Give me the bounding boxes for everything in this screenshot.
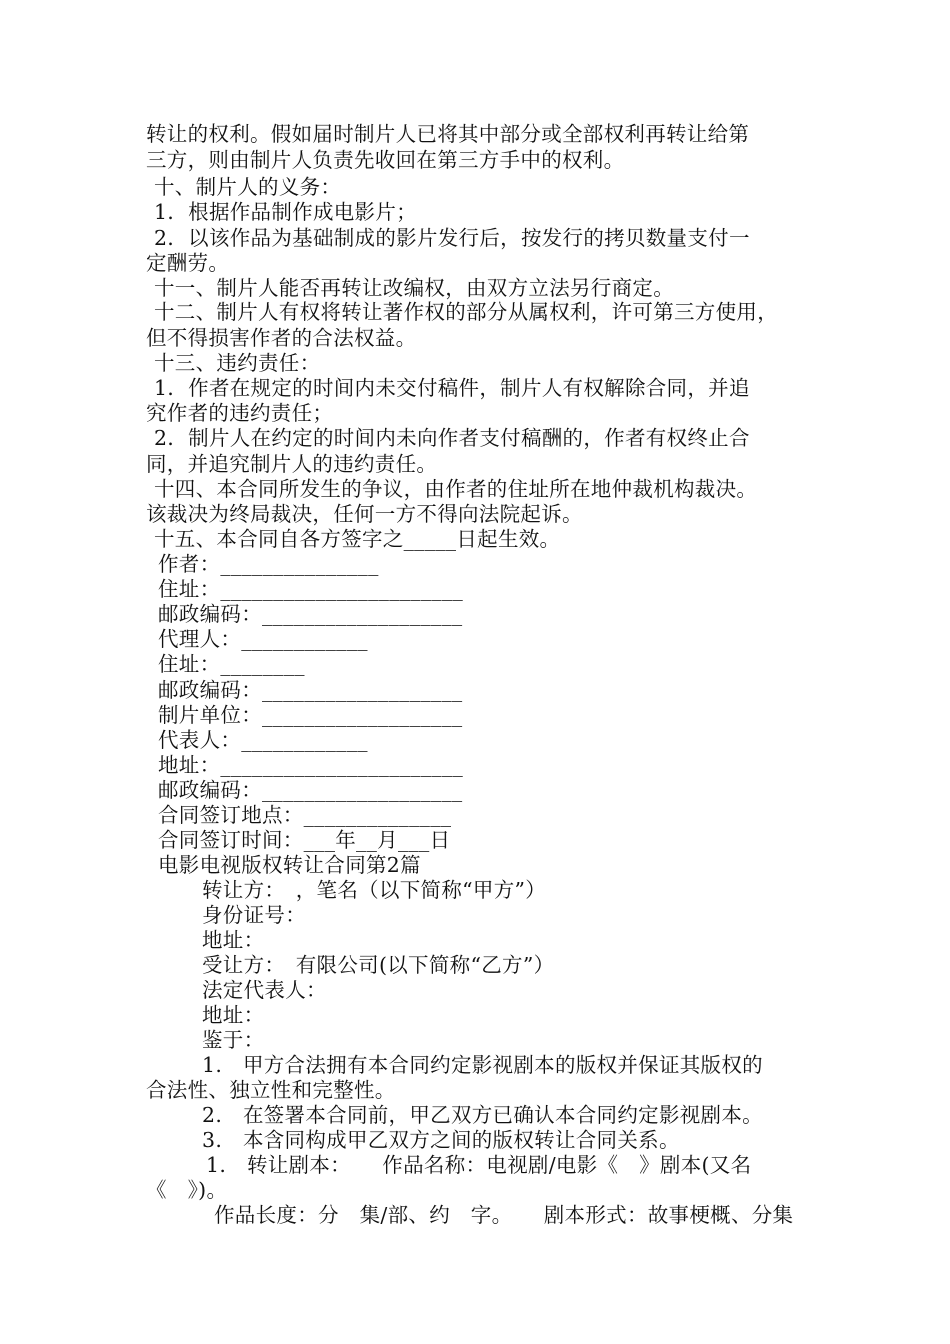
signature-field-line: 住址：_______________________ xyxy=(158,577,464,601)
text-line: 2．制片人在约定的时间内未向作者支付稿酬的，作者有权终止合 xyxy=(154,426,750,450)
text-line: 但不得损害作者的合法权益。 xyxy=(146,326,417,350)
signature-field-line: 合同签订地点：______________ xyxy=(158,803,452,827)
text-line: 2．以该作品为基础制成的影片发行后，按发行的拷贝数量支付一 xyxy=(154,226,750,250)
text-line: 2. 在签署本合同前，甲乙双方已确认本合同约定影视剧本。 xyxy=(202,1103,763,1127)
text-line: 1. 转让剧本： 作品名称：电视剧/电影《 》剧本(又名 xyxy=(206,1153,752,1177)
text-line: 法定代表人： xyxy=(202,978,327,1002)
signature-field-line: 地址：_______________________ xyxy=(158,753,464,777)
text-line: 合法性、独立性和完整性。 xyxy=(146,1078,396,1102)
text-line: 同，并追究制片人的违约责任。 xyxy=(146,452,438,476)
text-line: 1．作者在规定的时间内未交付稿件，制片人有权解除合同，并追 xyxy=(154,376,750,400)
text-line: 十二、制片人有权将转让著作权的部分从属权利，许可第三方使用， xyxy=(154,300,778,324)
text-line: 十五、本合同自各方签字之_____日起生效。 xyxy=(154,527,561,551)
text-line: 地址： xyxy=(202,928,265,952)
signature-field-line: 代表人：____________ xyxy=(158,728,368,752)
text-line: 《 》)。 xyxy=(146,1178,228,1202)
text-line: 鉴于： xyxy=(202,1028,265,1052)
signature-field-line: 邮政编码：___________________ xyxy=(158,778,463,802)
signature-field-line: 制片单位：___________________ xyxy=(158,703,463,727)
signature-field-line: 代理人：____________ xyxy=(158,627,368,651)
signature-field-line: 邮政编码：___________________ xyxy=(158,678,463,702)
text-line: 3. 本含同构成甲乙双方之间的版权转让合同关系。 xyxy=(202,1128,680,1152)
text-line: 十三、违约责任： xyxy=(154,351,321,375)
text-line: 作品长度：分 集/部、约 字。 剧本形式：故事梗概、分集 xyxy=(214,1203,794,1227)
signature-field-line: 合同签订时间：___年__月___日 xyxy=(158,828,451,852)
text-line: 该裁决为终局裁决，任何一方不得向法院起诉。 xyxy=(146,502,583,526)
text-line: 十四、本合同所发生的争议，由作者的住址所在地仲裁机构裁决。 xyxy=(154,477,758,501)
text-line: 地址： xyxy=(202,1003,265,1027)
text-line: 转让的权利。假如届时制片人已将其中部分或全部权利再转让给第 xyxy=(146,122,750,146)
text-line: 受让方： 有限公司(以下简称“乙方”） xyxy=(202,953,555,977)
text-line: 十一、制片人能否再转让改编权，由双方立法另行商定。 xyxy=(154,276,674,300)
text-line: 1. 甲方合法拥有本合同约定影视剧本的版权并保证其版权的 xyxy=(202,1053,763,1077)
signature-field-line: 作者：_______________ xyxy=(158,552,379,576)
text-line: 十、制片人的义务： xyxy=(154,175,342,199)
text-line: 定酬劳。 xyxy=(146,251,230,275)
signature-field-line: 住址：________ xyxy=(158,652,305,676)
text-line: 1．根据作品制作成电影片； xyxy=(154,200,417,224)
text-line: 身份证号： xyxy=(202,903,306,927)
section-title: 电影电视版权转让合同第2篇 xyxy=(158,853,421,877)
text-line: 究作者的违约责任； xyxy=(146,401,334,425)
text-line: 三方，则由制片人负责先收回在第三方手中的权利。 xyxy=(146,148,625,172)
signature-field-line: 邮政编码：___________________ xyxy=(158,602,463,626)
text-line: 转让方： ，笔名（以下简称“甲方”） xyxy=(202,878,547,902)
